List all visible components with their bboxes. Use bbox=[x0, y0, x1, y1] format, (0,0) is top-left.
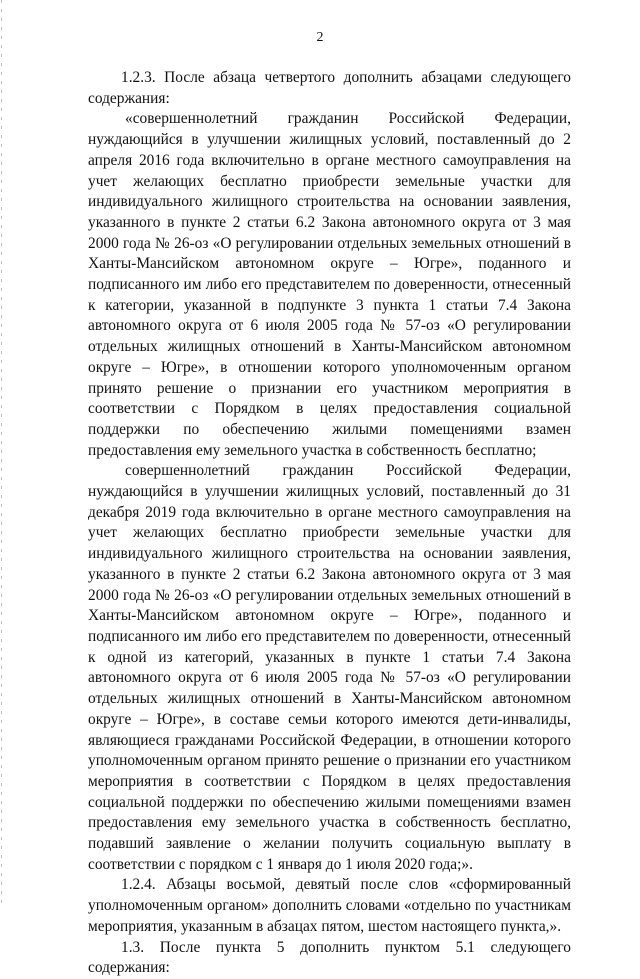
document-body bbox=[88, 68, 571, 979]
paragraph-1-3: 1.3. После пункта 5 дополнить пунктом 5.1 следующего содержания: bbox=[88, 938, 571, 977]
paragraph-1-2-4: 1.2.4. Абзацы восьмой, девятый после слов «сформированный уполномоченным органом» дополнить словами «отдельно по участникам мероприятия, указанным в абзацах пятом, шестом настоящего пункта,». bbox=[88, 876, 571, 935]
paragraph-quote-second-citizen: совершеннолетний гражданин Российской Федерации, нуждающийся в улучшении жилищных условий, поставленный до 31 декабря 2019 года включительно в органе местного самоуправления на учет желающих бесплатно приобрести земельные участки для индивидуального жилищного строительства на основании заявления, указанного в пункте 2 статьи 6.2 Закона автономного округа от 3 мая 2000 года № 26-оз «О регулировании отдельных земельных отношений в Ханты-Мансийском автономном округе – Югре», поданного и подписанного им либо его представителем по доверенности, отнесенный к одной из категорий, указанных в пункте 1 статьи 7.4 Закона автономного округа от 6 июля 2005 года № 57-оз «О регулировании отдельных жилищных отношений в Ханты-Мансийском автономном округе – Югре», в составе семьи которого имеются дети-инвалиды, являющиеся гражданами Российской Федерации, в отношении которого уполномоченным органом принято решение о признании его участником мероприятия в соответствии с Порядком в целях предоставления социальной поддержки по обеспечению жилыми помещениями взамен предоставления ему земельного участка в собственность бесплатно, подавший заявление о желании получить социальную выплату в соответствии с порядком с 1 января до 1 июля 2020 года;». bbox=[88, 462, 571, 873]
scan-edge bbox=[1, 0, 2, 905]
paragraph-quote-first-citizen: «совершеннолетний гражданин Российской Федерации, нуждающийся в улучшении жилищных условий, поставленный до 2 апреля 2016 года включительно в органе местного самоуправления на учет желающих бесплатно приобрести земельные участки для индивидуального жилищного строительства на основании заявления, указанного в пункте 2 статьи 6.2 Закона автономного округа от 3 мая 2000 года № 26-оз «О регулировании отдельных земельных отношений в Ханты-Мансийском автономном округе – Югре», поданного и подписанного им либо его представителем по доверенности, отнесенный к категории, указанной в подпункте 3 пункта 1 статьи 7.4 Закона автономного округа от 6 июля 2005 года № 57-оз «О регулировании отдельных жилищных отношений в Ханты-Мансийском автономном округе – Югре», в отношении которого уполномоченным органом принято решение о признании его участником мероприятия в соответствии с Порядком в целях предоставления социальной поддержки по обеспечению жилыми помещениями взамен предоставления ему земельного участка в собственность бесплатно; bbox=[88, 110, 571, 459]
page-number: 2 bbox=[316, 30, 324, 45]
paragraph-1-2-3: 1.2.3. После абзаца четвертого дополнить абзацами следующего содержания: bbox=[88, 69, 571, 107]
